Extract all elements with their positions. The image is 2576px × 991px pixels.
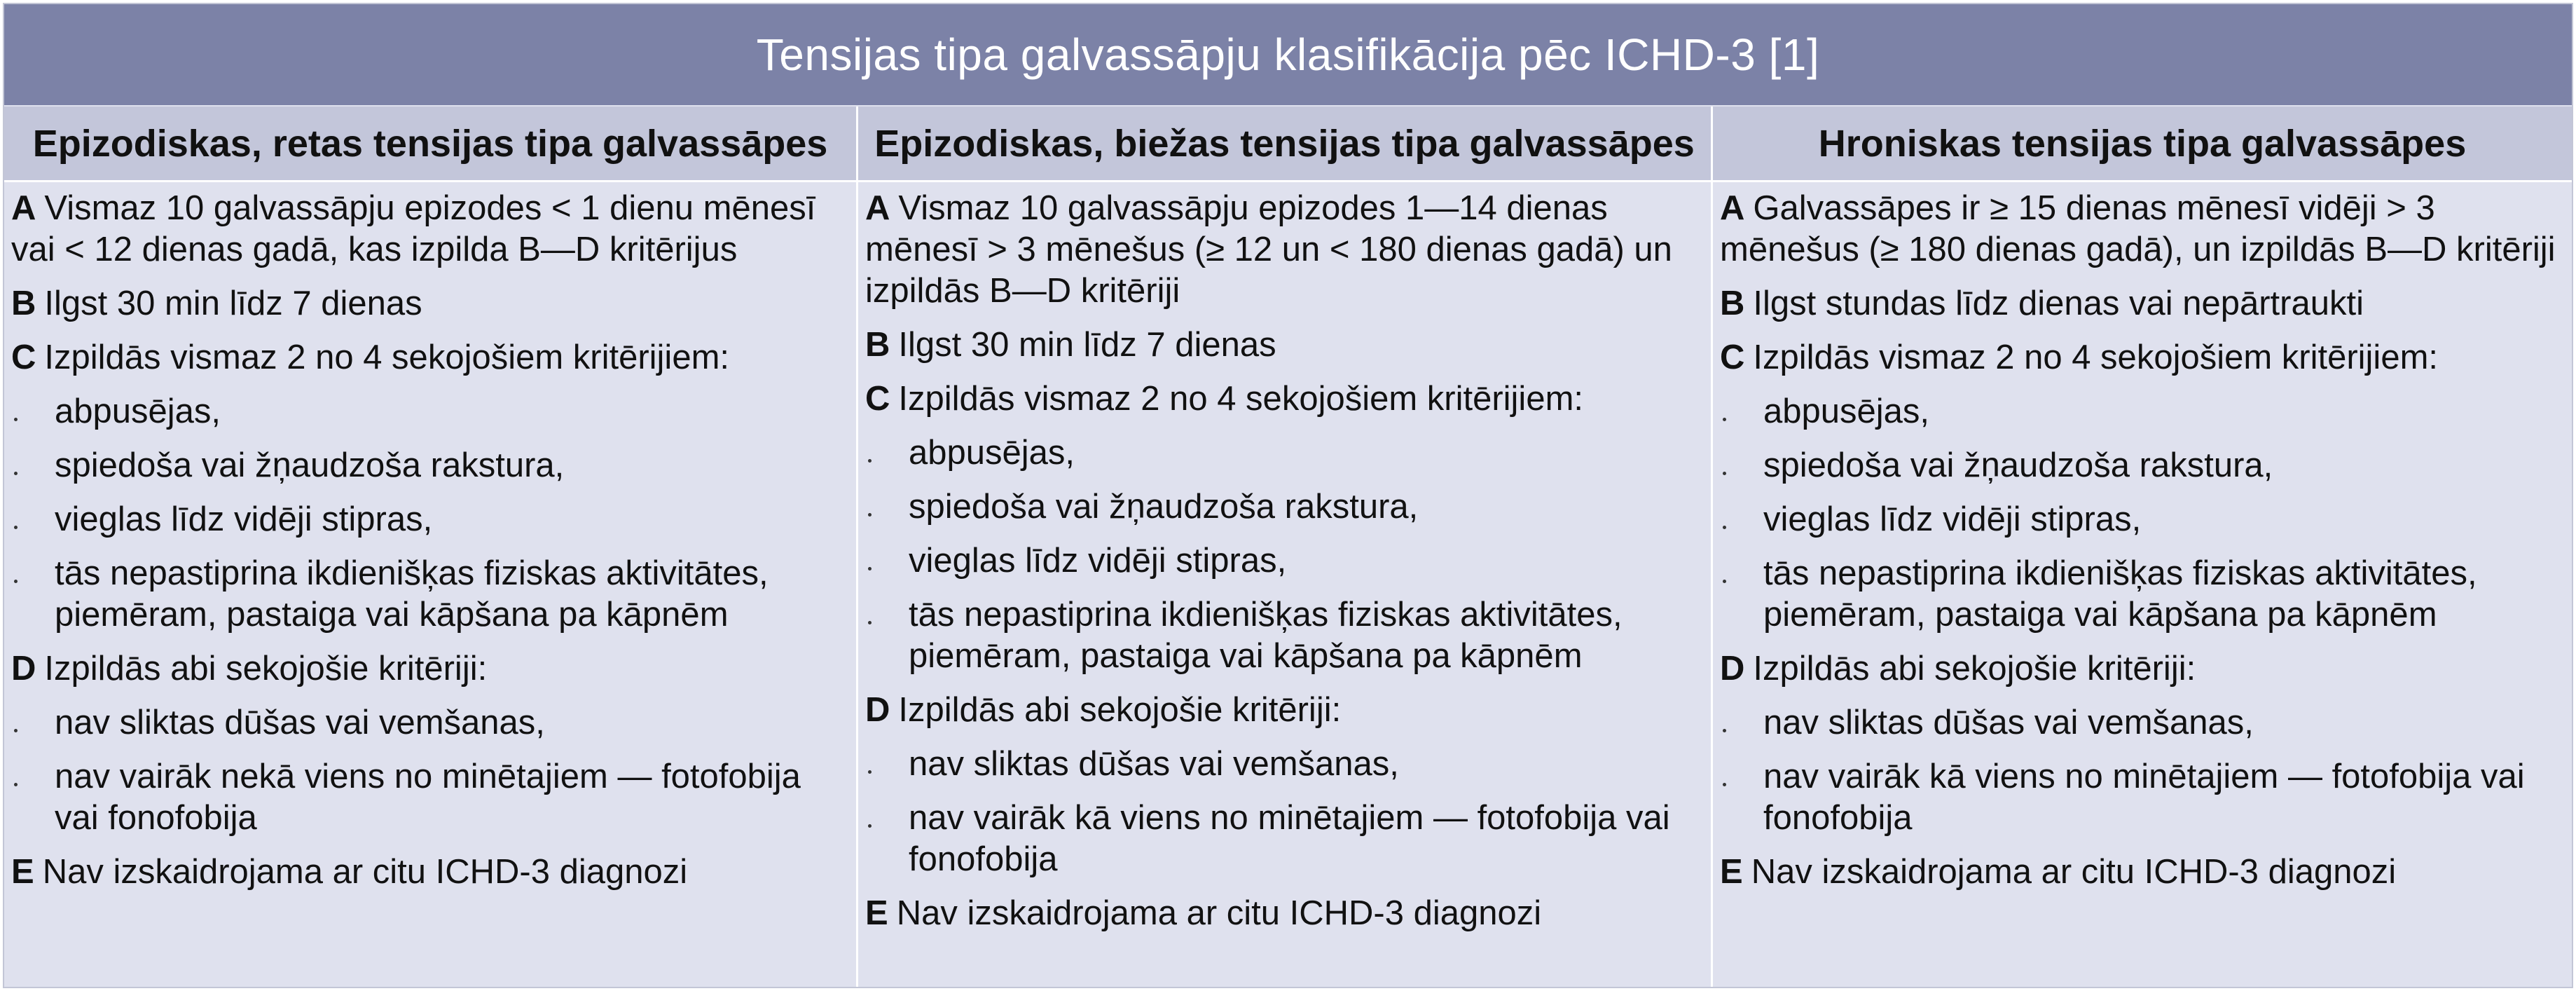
bullet-icon xyxy=(1723,783,1726,786)
column-header: Epizodiskas, retas tensijas tipa galvassāpes xyxy=(4,107,856,182)
criterion-text: Vismaz 10 galvassāpju epizodes < 1 dienu mēnesī vai < 12 dienas gadā, kas izpilda B—D kritērijus xyxy=(11,189,816,268)
criterion-letter: D xyxy=(11,650,36,688)
list-item xyxy=(1720,391,2565,432)
criterion-text: Vismaz 10 galvassāpju epizodes 1—14 dienas mēnesī > 3 mēnešus (≥ 12 un < 180 dienas gadā) un izpildās B—D kritēriji xyxy=(865,189,1672,310)
list-item-text: spiedoša vai žņaudzoša rakstura, xyxy=(909,488,1419,526)
list-item xyxy=(865,486,1704,528)
criterion-letter: B xyxy=(11,285,36,322)
criterion-text: Izpildās vismaz 2 no 4 sekojošiem kritērijiem: xyxy=(1753,339,2438,376)
list-item-text: nav sliktas dūšas vai vemšanas, xyxy=(909,745,1399,783)
list-item-text: vieglas līdz vidēji stipras, xyxy=(1763,500,2142,538)
criterion-a xyxy=(1720,188,2565,271)
list-item-text: nav vairāk kā viens no minētajiem — fotofobija vai fonofobija xyxy=(909,799,1670,878)
criterion-d xyxy=(1720,648,2565,690)
criterion-letter: C xyxy=(1720,339,1745,376)
list-item xyxy=(865,432,1704,474)
column-episodic-frequent xyxy=(858,107,1711,987)
bullet-icon xyxy=(868,621,872,624)
criterion-letter: B xyxy=(865,326,890,364)
list-item xyxy=(865,798,1704,880)
bullet-icon xyxy=(868,513,872,517)
table-title: Tensijas tipa galvassāpju klasifikācija pēc ICHD-3 [1] xyxy=(4,4,2572,105)
criterion-text: Izpildās abi sekojošie kritēriji: xyxy=(44,650,488,688)
criterion-c xyxy=(865,378,1704,420)
list-item-text: tās nepastiprina ikdienišķas fiziskas aktivitātes, piemēram, pastaiga vai kāpšana pa kāpnēm xyxy=(55,554,769,634)
list-item xyxy=(11,553,849,636)
list-item-text: tās nepastiprina ikdienišķas fiziskas aktivitātes, piemēram, pastaiga vai kāpšana pa kāpnēm xyxy=(1763,554,2477,634)
column-header: Hroniskas tensijas tipa galvassāpes xyxy=(1713,107,2572,182)
bullet-icon xyxy=(868,770,872,774)
bullet-icon xyxy=(14,418,18,421)
criterion-letter: A xyxy=(1720,189,1745,227)
list-item xyxy=(1720,553,2565,636)
column-body xyxy=(858,182,1711,934)
bullet-icon xyxy=(868,459,872,463)
bullet-icon xyxy=(14,472,18,475)
column-chronic xyxy=(1713,107,2572,987)
list-item-text: vieglas līdz vidēji stipras, xyxy=(909,542,1287,580)
list-item xyxy=(1720,445,2565,486)
bullet-icon xyxy=(14,783,18,786)
criterion-text: Izpildās vismaz 2 no 4 sekojošiem kritērijiem: xyxy=(898,380,1583,418)
list-item-text: abpusējas, xyxy=(55,392,221,430)
bullet-icon xyxy=(868,824,872,828)
criterion-text: Izpildās vismaz 2 no 4 sekojošiem kritērijiem: xyxy=(44,339,729,376)
list-item-text: abpusējas, xyxy=(909,434,1075,472)
list-item xyxy=(865,744,1704,785)
criterion-text: Izpildās abi sekojošie kritēriji: xyxy=(898,691,1342,729)
criterion-c xyxy=(11,337,849,378)
column-header: Epizodiskas, biežas tensijas tipa galvassāpes xyxy=(858,107,1711,182)
list-item xyxy=(1720,499,2565,540)
bullet-icon xyxy=(1723,729,1726,732)
criterion-letter: A xyxy=(865,189,890,227)
list-item-text: nav vairāk kā viens no minētajiem — fotofobija vai fonofobija xyxy=(1763,758,2525,837)
criterion-text: Galvassāpes ir ≥ 15 dienas mēnesī vidēji > 3 mēnešus (≥ 180 dienas gadā), un izpildās B—D kritēriji xyxy=(1720,189,2556,268)
list-item xyxy=(1720,702,2565,744)
criterion-letter: E xyxy=(865,894,888,932)
criterion-letter: C xyxy=(865,380,890,418)
list-item xyxy=(11,391,849,432)
criterion-letter: D xyxy=(865,691,890,729)
criterion-text: Nav izskaidrojama ar citu ICHD-3 diagnozi xyxy=(896,894,1542,932)
bullet-icon xyxy=(14,729,18,732)
list-item xyxy=(1720,756,2565,839)
criterion-text: Nav izskaidrojama ar citu ICHD-3 diagnozi xyxy=(42,853,688,891)
criterion-e xyxy=(1720,852,2565,893)
list-item-text: spiedoša vai žņaudzoša rakstura, xyxy=(55,446,565,484)
criterion-letter: E xyxy=(11,853,34,891)
list-item-text: nav vairāk nekā viens no minētajiem — fotofobija vai fonofobija xyxy=(55,758,801,837)
criterion-text: Ilgst 30 min līdz 7 dienas xyxy=(44,285,422,322)
column-body xyxy=(1713,182,2572,893)
criterion-d xyxy=(11,648,849,690)
criterion-c xyxy=(1720,337,2565,378)
column-episodic-infrequent xyxy=(4,107,856,987)
criterion-letter: E xyxy=(1720,853,1743,891)
list-item-text: spiedoša vai žņaudzoša rakstura, xyxy=(1763,446,2273,484)
criterion-b xyxy=(11,283,849,324)
criterion-letter: A xyxy=(11,189,36,227)
list-item xyxy=(11,702,849,744)
list-item-text: abpusējas, xyxy=(1763,392,1930,430)
list-item xyxy=(865,594,1704,677)
criterion-a xyxy=(11,188,849,271)
criterion-letter: D xyxy=(1720,650,1745,688)
criterion-b xyxy=(865,324,1704,366)
list-item-text: vieglas līdz vidēji stipras, xyxy=(55,500,433,538)
criterion-text: Izpildās abi sekojošie kritēriji: xyxy=(1753,650,2196,688)
list-item xyxy=(11,756,849,839)
list-item xyxy=(11,499,849,540)
criterion-letter: C xyxy=(11,339,36,376)
list-item-text: tās nepastiprina ikdienišķas fiziskas aktivitātes, piemēram, pastaiga vai kāpšana pa kāpnēm xyxy=(909,596,1623,675)
column-body xyxy=(4,182,856,893)
criterion-letter: B xyxy=(1720,285,1745,322)
bullet-icon xyxy=(1723,472,1726,475)
list-item xyxy=(11,445,849,486)
criterion-d xyxy=(865,690,1704,731)
bullet-icon xyxy=(1723,526,1726,529)
bullet-icon xyxy=(1723,418,1726,421)
criterion-e xyxy=(865,893,1704,934)
classification-table xyxy=(3,3,2573,988)
criterion-text: Nav izskaidrojama ar citu ICHD-3 diagnozi xyxy=(1751,853,2397,891)
criterion-a xyxy=(865,188,1704,312)
bullet-icon xyxy=(868,567,872,570)
list-item-text: nav sliktas dūšas vai vemšanas, xyxy=(1763,704,2254,741)
criterion-text: Ilgst stundas līdz dienas vai nepārtraukti xyxy=(1753,285,2364,322)
list-item xyxy=(865,540,1704,582)
criterion-text: Ilgst 30 min līdz 7 dienas xyxy=(898,326,1276,364)
list-item-text: nav sliktas dūšas vai vemšanas, xyxy=(55,704,545,741)
bullet-icon xyxy=(1723,580,1726,583)
bullet-icon xyxy=(14,526,18,529)
bullet-icon xyxy=(14,580,18,583)
criterion-b xyxy=(1720,283,2565,324)
criterion-e xyxy=(11,852,849,893)
